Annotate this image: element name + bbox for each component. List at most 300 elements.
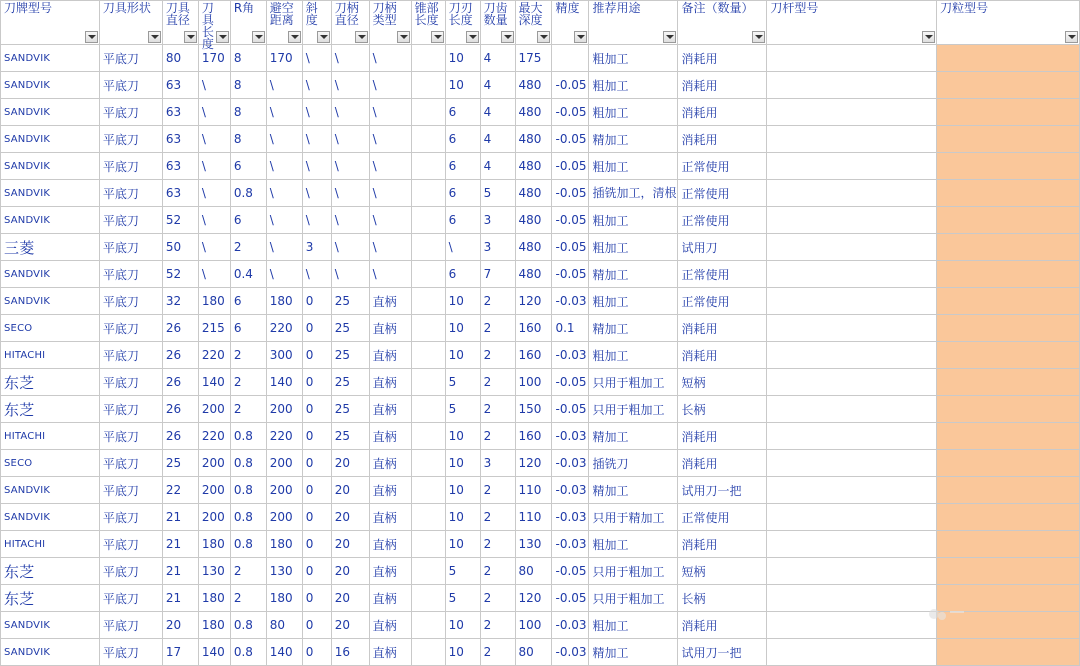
table-cell[interactable]: -0.05	[552, 153, 589, 180]
table-cell[interactable]: -0.05	[552, 72, 589, 99]
table-cell[interactable]: 52	[162, 207, 198, 234]
table-cell[interactable]: -0.03	[552, 639, 589, 666]
table-cell[interactable]: 2	[480, 288, 515, 315]
table-cell[interactable]: 130	[266, 558, 302, 585]
table-cell[interactable]: 消耗用	[678, 315, 767, 342]
table-cell[interactable]: 只用于粗加工	[589, 369, 678, 396]
table-cell[interactable]: \	[198, 261, 230, 288]
table-cell[interactable]	[411, 207, 445, 234]
table-cell[interactable]: 10	[445, 450, 480, 477]
table-cell[interactable]: -0.03	[552, 477, 589, 504]
table-cell[interactable]: 170	[198, 45, 230, 72]
table-cell[interactable]	[767, 99, 937, 126]
table-cell[interactable]	[411, 72, 445, 99]
table-cell[interactable]	[937, 45, 1080, 72]
table-cell[interactable]: 直柄	[369, 369, 411, 396]
column-header[interactable]	[678, 1, 767, 45]
table-cell[interactable]: 东芝	[1, 558, 100, 585]
table-cell[interactable]: 25	[331, 342, 369, 369]
table-cell[interactable]: SANDVIK	[1, 45, 100, 72]
table-cell[interactable]: \	[302, 99, 331, 126]
filter-dropdown-icon[interactable]	[317, 31, 330, 43]
table-cell[interactable]: 0	[302, 369, 331, 396]
table-cell[interactable]: 2	[480, 477, 515, 504]
table-cell[interactable]: 180	[266, 585, 302, 612]
table-cell[interactable]: 正常使用	[678, 288, 767, 315]
table-cell[interactable]: 4	[480, 72, 515, 99]
column-header[interactable]	[445, 1, 480, 45]
table-cell[interactable]: 26	[162, 315, 198, 342]
table-cell[interactable]: 正常使用	[678, 261, 767, 288]
table-cell[interactable]	[937, 72, 1080, 99]
table-cell[interactable]	[411, 423, 445, 450]
table-cell[interactable]: 3	[480, 450, 515, 477]
table-cell[interactable]: 0.1	[552, 315, 589, 342]
table-cell[interactable]: 2	[480, 585, 515, 612]
table-cell[interactable]: -0.05	[552, 396, 589, 423]
table-cell[interactable]: 200	[266, 504, 302, 531]
table-cell[interactable]: 三菱	[1, 234, 100, 261]
table-cell[interactable]: 精加工	[589, 477, 678, 504]
table-cell[interactable]: 8	[230, 72, 266, 99]
table-cell[interactable]	[767, 585, 937, 612]
table-cell[interactable]: 平底刀	[99, 261, 162, 288]
filter-dropdown-icon[interactable]	[663, 31, 676, 43]
table-cell[interactable]	[937, 261, 1080, 288]
table-cell[interactable]: 5	[445, 558, 480, 585]
table-cell[interactable]	[411, 234, 445, 261]
table-cell[interactable]: 东芝	[1, 396, 100, 423]
table-cell[interactable]: 精加工	[589, 261, 678, 288]
table-cell[interactable]: -0.05	[552, 585, 589, 612]
table-cell[interactable]: 0.8	[230, 531, 266, 558]
table-cell[interactable]: 10	[445, 639, 480, 666]
table-cell[interactable]: 480	[515, 126, 552, 153]
filter-dropdown-icon[interactable]	[752, 31, 765, 43]
table-cell[interactable]: SANDVIK	[1, 72, 100, 99]
table-cell[interactable]	[767, 639, 937, 666]
table-cell[interactable]: 26	[162, 342, 198, 369]
table-cell[interactable]: 消耗用	[678, 99, 767, 126]
table-cell[interactable]	[411, 612, 445, 639]
table-cell[interactable]: 180	[266, 288, 302, 315]
table-cell[interactable]: 6	[445, 261, 480, 288]
table-cell[interactable]: 正常使用	[678, 180, 767, 207]
table-cell[interactable]	[767, 315, 937, 342]
table-cell[interactable]: 10	[445, 342, 480, 369]
table-cell[interactable]: 20	[331, 504, 369, 531]
table-cell[interactable]: 2	[480, 369, 515, 396]
filter-dropdown-icon[interactable]	[397, 31, 410, 43]
table-cell[interactable]: 粗加工	[589, 342, 678, 369]
table-cell[interactable]: \	[331, 234, 369, 261]
table-cell[interactable]	[411, 396, 445, 423]
table-cell[interactable]: 直柄	[369, 639, 411, 666]
table-cell[interactable]: 63	[162, 153, 198, 180]
table-cell[interactable]: \	[302, 126, 331, 153]
table-cell[interactable]: 22	[162, 477, 198, 504]
table-cell[interactable]	[411, 558, 445, 585]
table-cell[interactable]: \	[266, 99, 302, 126]
table-cell[interactable]: 80	[266, 612, 302, 639]
table-cell[interactable]: \	[266, 153, 302, 180]
table-cell[interactable]: 0	[302, 612, 331, 639]
table-cell[interactable]: 140	[266, 369, 302, 396]
table-cell[interactable]: \	[266, 234, 302, 261]
table-cell[interactable]	[767, 45, 937, 72]
table-cell[interactable]: \	[198, 126, 230, 153]
table-cell[interactable]	[411, 342, 445, 369]
table-cell[interactable]: -0.05	[552, 234, 589, 261]
table-cell[interactable]: \	[302, 72, 331, 99]
table-cell[interactable]: 粗加工	[589, 288, 678, 315]
table-cell[interactable]	[767, 369, 937, 396]
table-cell[interactable]: 16	[331, 639, 369, 666]
table-cell[interactable]: 精加工	[589, 126, 678, 153]
table-cell[interactable]: 试用刀一把	[678, 477, 767, 504]
table-cell[interactable]: 4	[480, 153, 515, 180]
table-cell[interactable]: 3	[302, 234, 331, 261]
column-header[interactable]	[515, 1, 552, 45]
filter-dropdown-icon[interactable]	[184, 31, 197, 43]
table-cell[interactable]	[767, 504, 937, 531]
table-cell[interactable]: 精加工	[589, 423, 678, 450]
table-cell[interactable]: 480	[515, 72, 552, 99]
table-cell[interactable]: 63	[162, 72, 198, 99]
table-cell[interactable]: 25	[331, 423, 369, 450]
column-header[interactable]	[411, 1, 445, 45]
table-cell[interactable]: 0.8	[230, 450, 266, 477]
table-cell[interactable]: 0	[302, 585, 331, 612]
table-cell[interactable]: 10	[445, 477, 480, 504]
table-cell[interactable]	[767, 558, 937, 585]
table-cell[interactable]: \	[331, 153, 369, 180]
table-cell[interactable]: 130	[515, 531, 552, 558]
table-cell[interactable]: 25	[331, 288, 369, 315]
table-cell[interactable]: \	[331, 207, 369, 234]
table-cell[interactable]: 180	[198, 585, 230, 612]
table-cell[interactable]: 4	[480, 99, 515, 126]
table-cell[interactable]: -0.05	[552, 99, 589, 126]
table-cell[interactable]: 10	[445, 504, 480, 531]
column-header[interactable]	[162, 1, 198, 45]
table-cell[interactable]: 480	[515, 180, 552, 207]
table-cell[interactable]: \	[266, 72, 302, 99]
table-cell[interactable]	[937, 342, 1080, 369]
table-cell[interactable]	[411, 288, 445, 315]
table-cell[interactable]: 10	[445, 288, 480, 315]
table-cell[interactable]: -0.05	[552, 369, 589, 396]
table-cell[interactable]: \	[302, 207, 331, 234]
table-cell[interactable]	[411, 315, 445, 342]
table-cell[interactable]: SANDVIK	[1, 180, 100, 207]
table-cell[interactable]: 粗加工	[589, 99, 678, 126]
table-cell[interactable]: SANDVIK	[1, 612, 100, 639]
table-cell[interactable]: 21	[162, 558, 198, 585]
table-cell[interactable]: 200	[198, 504, 230, 531]
table-cell[interactable]: 平底刀	[99, 342, 162, 369]
table-cell[interactable]: 175	[515, 45, 552, 72]
table-cell[interactable]: \	[266, 207, 302, 234]
column-header[interactable]	[589, 1, 678, 45]
table-cell[interactable]: 0.8	[230, 639, 266, 666]
table-cell[interactable]: 160	[515, 342, 552, 369]
table-cell[interactable]: \	[369, 126, 411, 153]
table-cell[interactable]: 直柄	[369, 612, 411, 639]
table-cell[interactable]: 20	[331, 531, 369, 558]
table-cell[interactable]: 0	[302, 288, 331, 315]
table-cell[interactable]: 2	[230, 234, 266, 261]
table-cell[interactable]: \	[369, 72, 411, 99]
table-cell[interactable]: -0.03	[552, 612, 589, 639]
table-cell[interactable]: 0	[302, 477, 331, 504]
table-cell[interactable]	[937, 207, 1080, 234]
table-cell[interactable]: 平底刀	[99, 585, 162, 612]
table-cell[interactable]: 试用刀一把	[678, 639, 767, 666]
table-cell[interactable]: \	[302, 45, 331, 72]
table-cell[interactable]	[767, 423, 937, 450]
table-cell[interactable]	[767, 450, 937, 477]
table-cell[interactable]	[767, 396, 937, 423]
table-cell[interactable]	[937, 558, 1080, 585]
filter-dropdown-icon[interactable]	[85, 31, 98, 43]
table-cell[interactable]: \	[369, 99, 411, 126]
table-cell[interactable]: 2	[230, 342, 266, 369]
table-cell[interactable]: SECO	[1, 315, 100, 342]
table-cell[interactable]: \	[266, 126, 302, 153]
table-cell[interactable]: 6	[445, 99, 480, 126]
table-cell[interactable]: 5	[445, 369, 480, 396]
table-cell[interactable]: 220	[266, 423, 302, 450]
table-cell[interactable]	[937, 153, 1080, 180]
table-cell[interactable]: 粗加工	[589, 531, 678, 558]
column-header[interactable]	[552, 1, 589, 45]
table-cell[interactable]: 25	[331, 315, 369, 342]
table-cell[interactable]: 粗加工	[589, 153, 678, 180]
table-cell[interactable]: 21	[162, 531, 198, 558]
table-cell[interactable]: 平底刀	[99, 477, 162, 504]
table-cell[interactable]	[937, 477, 1080, 504]
table-cell[interactable]: 2	[480, 342, 515, 369]
table-cell[interactable]: 110	[515, 477, 552, 504]
table-cell[interactable]: 2	[480, 612, 515, 639]
table-cell[interactable]: 20	[331, 450, 369, 477]
table-cell[interactable]: 2	[480, 396, 515, 423]
table-cell[interactable]: 6	[445, 153, 480, 180]
table-cell[interactable]: 平底刀	[99, 558, 162, 585]
table-cell[interactable]: 2	[480, 531, 515, 558]
table-cell[interactable]: 只用于粗加工	[589, 558, 678, 585]
table-cell[interactable]: 直柄	[369, 558, 411, 585]
table-cell[interactable]: 试用刀	[678, 234, 767, 261]
table-cell[interactable]: 80	[515, 639, 552, 666]
table-cell[interactable]: 20	[331, 477, 369, 504]
column-header[interactable]	[99, 1, 162, 45]
table-cell[interactable]: 插铣刀	[589, 450, 678, 477]
table-cell[interactable]: 170	[266, 45, 302, 72]
table-cell[interactable]: -0.03	[552, 504, 589, 531]
table-cell[interactable]: 粗加工	[589, 612, 678, 639]
table-cell[interactable]: 3	[480, 234, 515, 261]
table-cell[interactable]: \	[331, 72, 369, 99]
table-cell[interactable]: SECO	[1, 450, 100, 477]
table-cell[interactable]: 25	[162, 450, 198, 477]
table-cell[interactable]: 直柄	[369, 288, 411, 315]
table-cell[interactable]: 160	[515, 423, 552, 450]
filter-dropdown-icon[interactable]	[288, 31, 301, 43]
table-cell[interactable]: 200	[266, 396, 302, 423]
table-cell[interactable]: 平底刀	[99, 423, 162, 450]
table-cell[interactable]: -0.03	[552, 450, 589, 477]
column-header[interactable]	[369, 1, 411, 45]
column-header[interactable]	[198, 1, 230, 51]
table-cell[interactable]: 17	[162, 639, 198, 666]
table-cell[interactable]: 0.8	[230, 423, 266, 450]
table-cell[interactable]: 200	[266, 477, 302, 504]
table-cell[interactable]: 平底刀	[99, 180, 162, 207]
table-cell[interactable]: 直柄	[369, 315, 411, 342]
table-cell[interactable]: 220	[266, 315, 302, 342]
table-cell[interactable]	[767, 126, 937, 153]
table-cell[interactable]: 200	[198, 396, 230, 423]
table-cell[interactable]: 2	[230, 558, 266, 585]
table-cell[interactable]: 只用于精加工	[589, 504, 678, 531]
table-cell[interactable]: 粗加工	[589, 72, 678, 99]
table-cell[interactable]: 平底刀	[99, 504, 162, 531]
table-cell[interactable]: 110	[515, 504, 552, 531]
table-cell[interactable]: \	[198, 99, 230, 126]
table-cell[interactable]: 消耗用	[678, 423, 767, 450]
table-cell[interactable]: HITACHI	[1, 531, 100, 558]
table-cell[interactable]: 300	[266, 342, 302, 369]
table-cell[interactable]: 10	[445, 315, 480, 342]
table-cell[interactable]	[411, 450, 445, 477]
table-cell[interactable]: 8	[230, 99, 266, 126]
table-cell[interactable]: -0.05	[552, 126, 589, 153]
table-cell[interactable]: 10	[445, 531, 480, 558]
table-cell[interactable]: 140	[198, 369, 230, 396]
table-cell[interactable]: 0	[302, 558, 331, 585]
table-cell[interactable]: 0	[302, 396, 331, 423]
table-cell[interactable]	[411, 639, 445, 666]
table-cell[interactable]: -0.05	[552, 207, 589, 234]
table-cell[interactable]	[767, 180, 937, 207]
table-cell[interactable]: 480	[515, 99, 552, 126]
table-cell[interactable]	[411, 153, 445, 180]
table-cell[interactable]: 480	[515, 207, 552, 234]
table-cell[interactable]: \	[198, 153, 230, 180]
table-cell[interactable]: 正常使用	[678, 504, 767, 531]
table-cell[interactable]: 26	[162, 423, 198, 450]
filter-dropdown-icon[interactable]	[216, 31, 229, 43]
table-cell[interactable]: 150	[515, 396, 552, 423]
table-cell[interactable]: 粗加工	[589, 45, 678, 72]
table-cell[interactable]: 粗加工	[589, 234, 678, 261]
table-cell[interactable]: 7	[480, 261, 515, 288]
table-cell[interactable]	[411, 531, 445, 558]
table-cell[interactable]	[937, 504, 1080, 531]
table-cell[interactable]: 长柄	[678, 585, 767, 612]
table-cell[interactable]	[937, 234, 1080, 261]
table-cell[interactable]: \	[369, 207, 411, 234]
table-cell[interactable]: 消耗用	[678, 342, 767, 369]
table-cell[interactable]: 平底刀	[99, 315, 162, 342]
table-cell[interactable]: 直柄	[369, 342, 411, 369]
table-cell[interactable]: 160	[515, 315, 552, 342]
table-cell[interactable]	[767, 288, 937, 315]
table-cell[interactable]: 120	[515, 450, 552, 477]
filter-dropdown-icon[interactable]	[466, 31, 479, 43]
table-cell[interactable]: \	[369, 261, 411, 288]
table-cell[interactable]	[411, 99, 445, 126]
table-cell[interactable]: 直柄	[369, 477, 411, 504]
table-cell[interactable]: 消耗用	[678, 126, 767, 153]
table-cell[interactable]: 0	[302, 342, 331, 369]
table-cell[interactable]: 2	[480, 315, 515, 342]
filter-dropdown-icon[interactable]	[252, 31, 265, 43]
table-cell[interactable]: 正常使用	[678, 207, 767, 234]
table-cell[interactable]: 6	[445, 126, 480, 153]
table-cell[interactable]: 80	[515, 558, 552, 585]
table-cell[interactable]	[937, 423, 1080, 450]
filter-dropdown-icon[interactable]	[501, 31, 514, 43]
table-cell[interactable]: 120	[515, 585, 552, 612]
table-cell[interactable]: 10	[445, 45, 480, 72]
table-cell[interactable]: 2	[230, 585, 266, 612]
table-cell[interactable]: 220	[198, 342, 230, 369]
table-cell[interactable]: 0	[302, 639, 331, 666]
table-cell[interactable]: -0.05	[552, 261, 589, 288]
table-cell[interactable]: \	[331, 261, 369, 288]
table-cell[interactable]	[937, 126, 1080, 153]
table-cell[interactable]: -0.03	[552, 342, 589, 369]
table-cell[interactable]: 120	[515, 288, 552, 315]
table-cell[interactable]: 2	[480, 423, 515, 450]
table-cell[interactable]: SANDVIK	[1, 153, 100, 180]
filter-dropdown-icon[interactable]	[1065, 31, 1078, 43]
table-cell[interactable]: 180	[198, 531, 230, 558]
table-cell[interactable]: 5	[480, 180, 515, 207]
table-cell[interactable]: 52	[162, 261, 198, 288]
table-cell[interactable]: 6	[230, 288, 266, 315]
table-cell[interactable]: 2	[230, 396, 266, 423]
table-cell[interactable]: 480	[515, 234, 552, 261]
table-cell[interactable]: 插铣加工，清根	[589, 180, 678, 207]
filter-dropdown-icon[interactable]	[574, 31, 587, 43]
table-cell[interactable]: 平底刀	[99, 153, 162, 180]
table-cell[interactable]: 100	[515, 369, 552, 396]
table-cell[interactable]: \	[302, 153, 331, 180]
table-cell[interactable]: 直柄	[369, 585, 411, 612]
table-cell[interactable]: SANDVIK	[1, 477, 100, 504]
table-cell[interactable]: 东芝	[1, 585, 100, 612]
table-cell[interactable]: 4	[480, 126, 515, 153]
table-cell[interactable]: 平底刀	[99, 531, 162, 558]
table-cell[interactable]: 短柄	[678, 558, 767, 585]
table-cell[interactable]: 8	[230, 126, 266, 153]
table-cell[interactable]: 180	[198, 288, 230, 315]
table-cell[interactable]: 63	[162, 180, 198, 207]
table-cell[interactable]: 220	[198, 423, 230, 450]
table-cell[interactable]	[411, 585, 445, 612]
column-header[interactable]	[480, 1, 515, 45]
table-cell[interactable]	[937, 99, 1080, 126]
table-cell[interactable]: 0.8	[230, 504, 266, 531]
table-cell[interactable]	[411, 477, 445, 504]
table-cell[interactable]: 10	[445, 72, 480, 99]
table-cell[interactable]: 200	[198, 450, 230, 477]
table-cell[interactable]: 平底刀	[99, 126, 162, 153]
